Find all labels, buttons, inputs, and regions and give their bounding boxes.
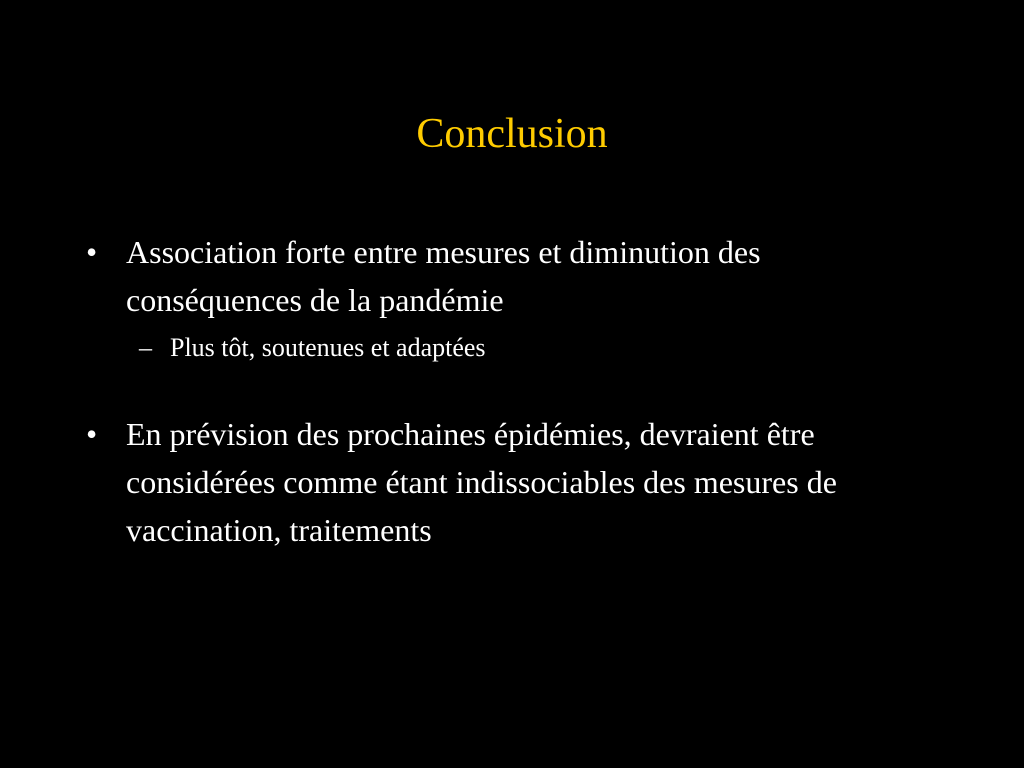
bullet-item bbox=[86, 228, 936, 324]
bullet-item bbox=[86, 410, 936, 554]
slide-content bbox=[86, 228, 936, 554]
sub-bullet-text: Plus tôt, soutenues et adaptées bbox=[170, 333, 486, 362]
sub-bullet-marker: – bbox=[139, 333, 152, 362]
spacer bbox=[86, 368, 936, 410]
bullet-marker: • bbox=[86, 416, 98, 452]
slide-title: Conclusion bbox=[416, 111, 608, 157]
bullet-marker: • bbox=[86, 234, 98, 270]
bullet-text: Association forte entre mesures et diminution des conséquences de la pandémie bbox=[126, 234, 761, 318]
bullet-text: En prévision des prochaines épidémies, devraient être considérées comme étant indissociables des mesures de vaccination, traitements bbox=[126, 416, 837, 548]
sub-bullet-item bbox=[86, 328, 936, 368]
